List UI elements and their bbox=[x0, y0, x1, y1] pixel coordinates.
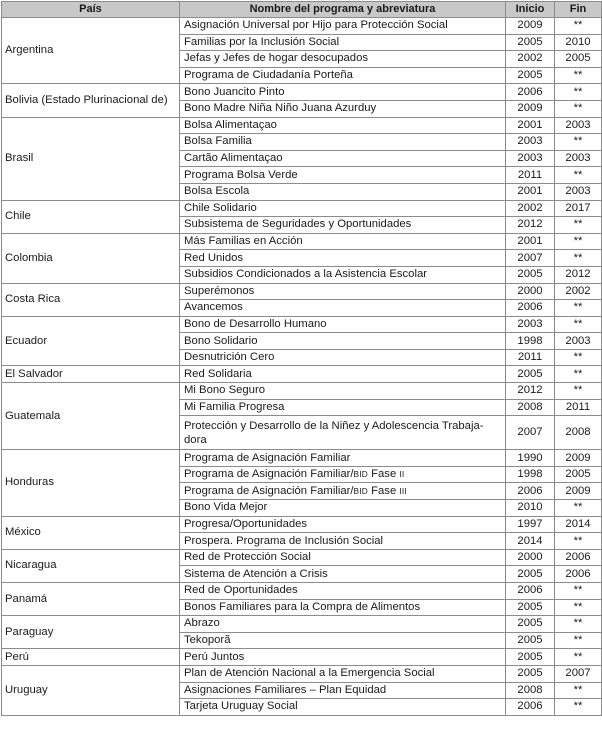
header-start: Inicio bbox=[506, 2, 555, 18]
table-row bbox=[2, 649, 602, 666]
end-year-cell: 2009 bbox=[555, 450, 602, 467]
program-cell: Abrazo bbox=[180, 616, 506, 633]
end-year-cell: ** bbox=[555, 533, 602, 550]
end-year-cell: ** bbox=[555, 67, 602, 84]
program-cell: Programa de Ciudadanía Porteña bbox=[180, 67, 506, 84]
start-year-cell: 2005 bbox=[506, 632, 555, 649]
program-text: Fase bbox=[367, 468, 400, 481]
country-cell: México bbox=[2, 516, 180, 549]
end-year-cell: ** bbox=[555, 583, 602, 600]
start-year-cell: 1998 bbox=[506, 466, 555, 483]
start-year-cell: 2005 bbox=[506, 649, 555, 666]
program-cell: Perú Juntos bbox=[180, 649, 506, 666]
program-cell: Jefas y Jefes de hogar desocupados bbox=[180, 51, 506, 68]
program-cell bbox=[180, 483, 506, 500]
program-cell: Sistema de Atención a Crisis bbox=[180, 566, 506, 583]
end-year-cell: ** bbox=[555, 682, 602, 699]
table-row bbox=[2, 233, 602, 250]
end-year-cell: ** bbox=[555, 349, 602, 366]
country-cell: Colombia bbox=[2, 233, 180, 283]
country-cell: Honduras bbox=[2, 450, 180, 516]
start-year-cell: 2001 bbox=[506, 233, 555, 250]
program-abbrev: BID bbox=[353, 469, 368, 480]
start-year-cell: 1990 bbox=[506, 450, 555, 467]
programs-table-container bbox=[1, 1, 601, 716]
table-row bbox=[2, 366, 602, 383]
table-row bbox=[2, 665, 602, 682]
end-year-cell: ** bbox=[555, 632, 602, 649]
program-cell: Bolsa Alimentaçao bbox=[180, 117, 506, 134]
program-cell: Desnutrición Cero bbox=[180, 349, 506, 366]
program-cell: Red de Oportunidades bbox=[180, 583, 506, 600]
start-year-cell: 2014 bbox=[506, 533, 555, 550]
program-abbrev: II bbox=[399, 469, 405, 480]
start-year-cell: 2005 bbox=[506, 665, 555, 682]
end-year-cell: ** bbox=[555, 84, 602, 101]
end-year-cell: ** bbox=[555, 167, 602, 184]
country-cell: Argentina bbox=[2, 18, 180, 84]
end-year-cell: ** bbox=[555, 599, 602, 616]
program-cell: Mi Familia Progresa bbox=[180, 399, 506, 416]
program-cell: Prospera. Programa de Inclusión Social bbox=[180, 533, 506, 550]
start-year-cell: 2001 bbox=[506, 183, 555, 200]
end-year-cell: 2007 bbox=[555, 665, 602, 682]
end-year-cell: 2003 bbox=[555, 150, 602, 167]
country-cell: Paraguay bbox=[2, 616, 180, 649]
program-cell bbox=[180, 466, 506, 483]
country-cell: El Salvador bbox=[2, 366, 180, 383]
start-year-cell: 2012 bbox=[506, 217, 555, 234]
header-end: Fin bbox=[555, 2, 602, 18]
end-year-cell: 2002 bbox=[555, 283, 602, 300]
program-cell: Red Solidaria bbox=[180, 366, 506, 383]
start-year-cell: 1997 bbox=[506, 516, 555, 533]
start-year-cell: 2005 bbox=[506, 67, 555, 84]
country-cell: Brasil bbox=[2, 117, 180, 200]
start-year-cell: 2011 bbox=[506, 167, 555, 184]
end-year-cell: 2017 bbox=[555, 200, 602, 217]
table-row bbox=[2, 316, 602, 333]
program-cell: Asignaciones Familiares – Plan Equidad bbox=[180, 682, 506, 699]
program-abbrev: BID bbox=[353, 485, 368, 496]
end-year-cell: ** bbox=[555, 18, 602, 35]
end-year-cell: ** bbox=[555, 366, 602, 383]
start-year-cell: 2006 bbox=[506, 483, 555, 500]
table-row bbox=[2, 383, 602, 400]
end-year-cell: ** bbox=[555, 316, 602, 333]
start-year-cell: 2005 bbox=[506, 266, 555, 283]
program-cell: Bonos Familiares para la Compra de Alimentos bbox=[180, 599, 506, 616]
start-year-cell: 2010 bbox=[506, 500, 555, 517]
table-body bbox=[2, 18, 602, 716]
table-row bbox=[2, 450, 602, 467]
end-year-cell: 2014 bbox=[555, 516, 602, 533]
header-program: Nombre del programa y abreviatura bbox=[180, 2, 506, 18]
start-year-cell: 2002 bbox=[506, 51, 555, 68]
program-cell: Bono Solidario bbox=[180, 333, 506, 350]
program-cell: Avancemos bbox=[180, 300, 506, 317]
start-year-cell: 2006 bbox=[506, 300, 555, 317]
start-year-cell: 2006 bbox=[506, 84, 555, 101]
end-year-cell: ** bbox=[555, 217, 602, 234]
program-cell: Red de Protección Social bbox=[180, 549, 506, 566]
program-cell: Programa de Asignación Familiar bbox=[180, 450, 506, 467]
start-year-cell: 2007 bbox=[506, 416, 555, 450]
start-year-cell: 2002 bbox=[506, 200, 555, 217]
start-year-cell: 2008 bbox=[506, 399, 555, 416]
program-text: Fase bbox=[367, 484, 400, 497]
program-cell: Protección y Desarrollo de la Niñez y Adolescencia Trabaja-dora bbox=[180, 416, 506, 450]
program-text: Programa de Asignación Familiar/ bbox=[184, 468, 354, 481]
start-year-cell: 2007 bbox=[506, 250, 555, 267]
end-year-cell: 2003 bbox=[555, 183, 602, 200]
end-year-cell: 2003 bbox=[555, 333, 602, 350]
start-year-cell: 2012 bbox=[506, 383, 555, 400]
program-cell: Red Unidos bbox=[180, 250, 506, 267]
end-year-cell: ** bbox=[555, 616, 602, 633]
end-year-cell: 2010 bbox=[555, 34, 602, 51]
start-year-cell: 2003 bbox=[506, 134, 555, 151]
start-year-cell: 2005 bbox=[506, 366, 555, 383]
start-year-cell: 2001 bbox=[506, 117, 555, 134]
country-cell: Nicaragua bbox=[2, 549, 180, 582]
end-year-cell: ** bbox=[555, 100, 602, 117]
table-row bbox=[2, 84, 602, 101]
program-abbrev: III bbox=[399, 485, 407, 496]
table-row bbox=[2, 516, 602, 533]
table-row bbox=[2, 117, 602, 134]
country-cell: Panamá bbox=[2, 583, 180, 616]
country-cell: Bolivia (Estado Plurinacional de) bbox=[2, 84, 180, 117]
start-year-cell: 2005 bbox=[506, 566, 555, 583]
end-year-cell: 2011 bbox=[555, 399, 602, 416]
country-cell: Guatemala bbox=[2, 383, 180, 450]
header-row bbox=[2, 2, 602, 18]
start-year-cell: 2009 bbox=[506, 18, 555, 35]
program-cell: Bono Madre Niña Niño Juana Azurduy bbox=[180, 100, 506, 117]
program-cell: Chile Solidario bbox=[180, 200, 506, 217]
start-year-cell: 2006 bbox=[506, 699, 555, 716]
start-year-cell: 2003 bbox=[506, 150, 555, 167]
country-cell: Ecuador bbox=[2, 316, 180, 366]
program-cell: Bono Juancito Pinto bbox=[180, 84, 506, 101]
country-cell: Chile bbox=[2, 200, 180, 233]
program-cell: Progresa/Oportunidades bbox=[180, 516, 506, 533]
programs-table bbox=[1, 1, 602, 716]
end-year-cell: ** bbox=[555, 699, 602, 716]
program-cell: Subsidios Condicionados a la Asistencia Escolar bbox=[180, 266, 506, 283]
program-cell: Bono de Desarrollo Humano bbox=[180, 316, 506, 333]
country-cell: Costa Rica bbox=[2, 283, 180, 316]
start-year-cell: 1998 bbox=[506, 333, 555, 350]
start-year-cell: 2005 bbox=[506, 616, 555, 633]
end-year-cell: ** bbox=[555, 649, 602, 666]
program-cell: Asignación Universal por Hijo para Protección Social bbox=[180, 18, 506, 35]
program-cell: Plan de Atención Nacional a la Emergencia Social bbox=[180, 665, 506, 682]
program-cell: Bolsa Familia bbox=[180, 134, 506, 151]
end-year-cell: 2005 bbox=[555, 466, 602, 483]
program-cell: Bolsa Escola bbox=[180, 183, 506, 200]
table-row bbox=[2, 200, 602, 217]
table-row bbox=[2, 18, 602, 35]
end-year-cell: ** bbox=[555, 134, 602, 151]
country-cell: Uruguay bbox=[2, 665, 180, 715]
program-cell: Tarjeta Uruguay Social bbox=[180, 699, 506, 716]
end-year-cell: 2003 bbox=[555, 117, 602, 134]
end-year-cell: ** bbox=[555, 500, 602, 517]
start-year-cell: 2005 bbox=[506, 599, 555, 616]
program-cell: Tekoporã bbox=[180, 632, 506, 649]
end-year-cell: ** bbox=[555, 233, 602, 250]
program-text: Programa de Asignación Familiar/ bbox=[184, 484, 354, 497]
end-year-cell: 2012 bbox=[555, 266, 602, 283]
program-cell: Subsistema de Seguridades y Oportunidades bbox=[180, 217, 506, 234]
header-country: País bbox=[2, 2, 180, 18]
start-year-cell: 2000 bbox=[506, 549, 555, 566]
program-cell: Cartão Alimentaçao bbox=[180, 150, 506, 167]
table-row bbox=[2, 583, 602, 600]
start-year-cell: 2005 bbox=[506, 34, 555, 51]
start-year-cell: 2006 bbox=[506, 583, 555, 600]
start-year-cell: 2009 bbox=[506, 100, 555, 117]
program-cell: Programa Bolsa Verde bbox=[180, 167, 506, 184]
country-cell: Perú bbox=[2, 649, 180, 666]
program-cell: Más Familias en Acción bbox=[180, 233, 506, 250]
end-year-cell: 2008 bbox=[555, 416, 602, 450]
end-year-cell: 2009 bbox=[555, 483, 602, 500]
end-year-cell: 2006 bbox=[555, 549, 602, 566]
table-row bbox=[2, 283, 602, 300]
table-row bbox=[2, 549, 602, 566]
start-year-cell: 2008 bbox=[506, 682, 555, 699]
end-year-cell: ** bbox=[555, 383, 602, 400]
end-year-cell: 2005 bbox=[555, 51, 602, 68]
start-year-cell: 2003 bbox=[506, 316, 555, 333]
program-cell: Familias por la Inclusión Social bbox=[180, 34, 506, 51]
program-cell: Bono Vida Mejor bbox=[180, 500, 506, 517]
program-cell: Superémonos bbox=[180, 283, 506, 300]
end-year-cell: ** bbox=[555, 250, 602, 267]
start-year-cell: 2011 bbox=[506, 349, 555, 366]
end-year-cell: ** bbox=[555, 300, 602, 317]
start-year-cell: 2000 bbox=[506, 283, 555, 300]
table-row bbox=[2, 616, 602, 633]
end-year-cell: 2006 bbox=[555, 566, 602, 583]
program-cell: Mi Bono Seguro bbox=[180, 383, 506, 400]
